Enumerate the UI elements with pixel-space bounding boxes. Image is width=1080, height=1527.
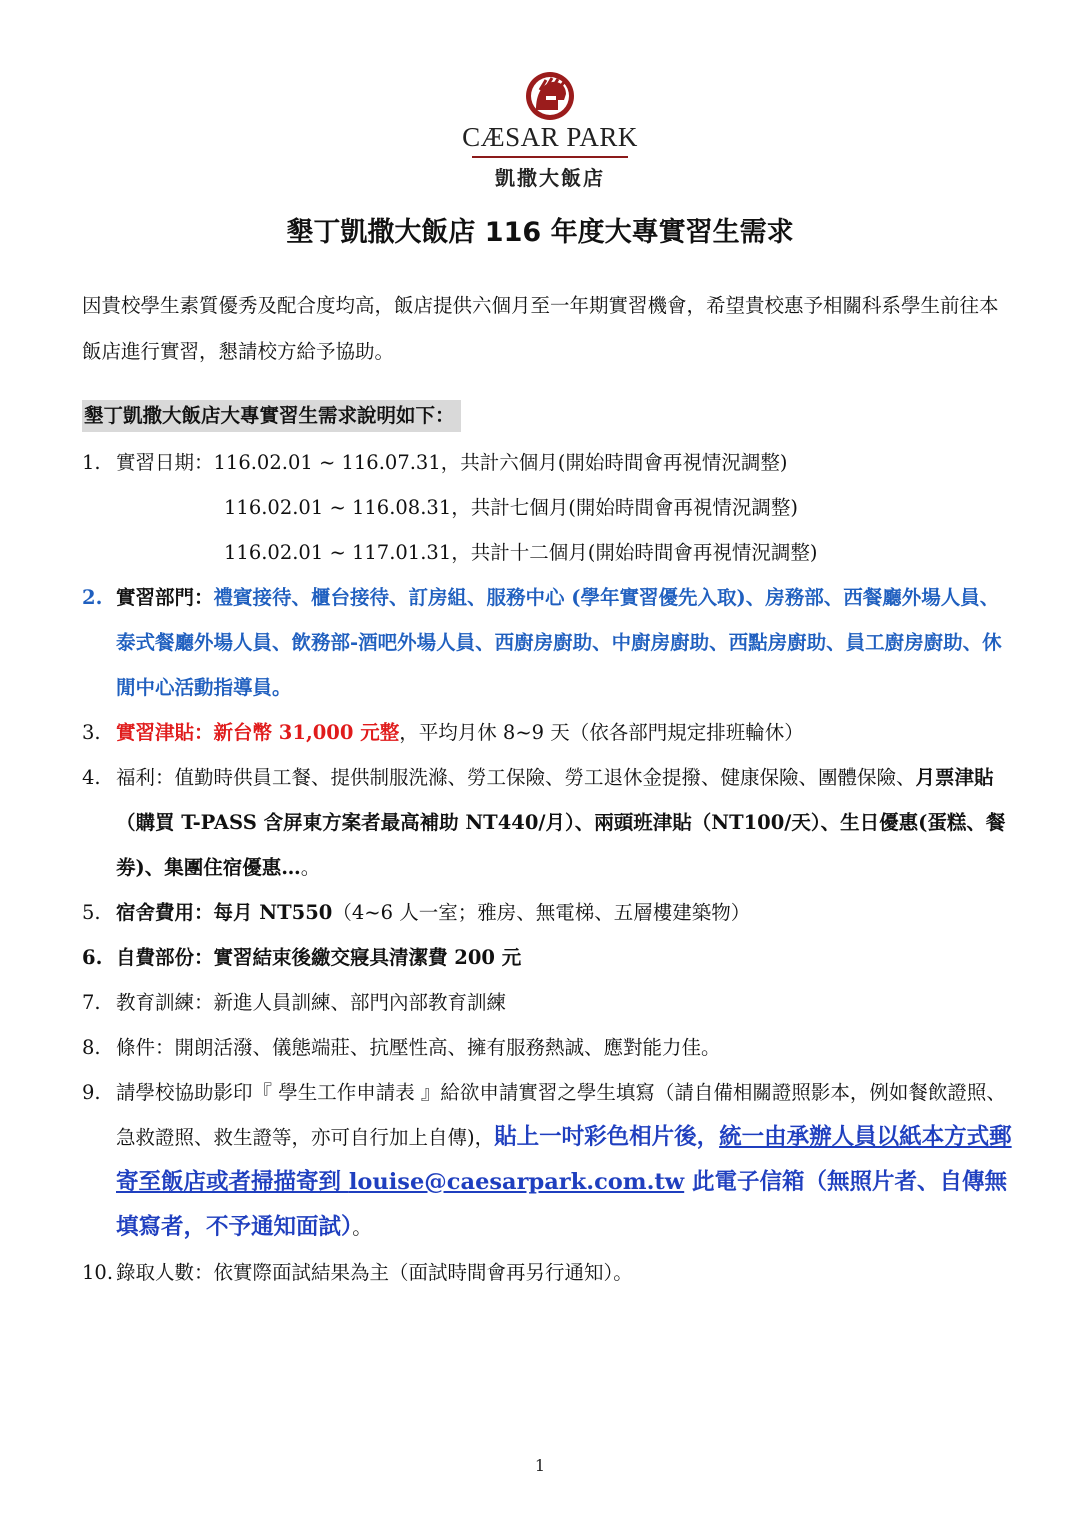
mail-instruction: 統一由承辦人員以紙本方式郵寄至飯店或者掃描寄到 — [116, 1124, 1012, 1195]
photo-instruction: 貼上一吋彩色相片後， — [494, 1124, 720, 1150]
date-range-1: 116.02.01 ~ 116.07.31，共計六個月(開始時間會再視情況調整) — [213, 451, 788, 474]
list-item-dates — [82, 440, 1017, 575]
item-number: 5. — [82, 901, 101, 924]
logo-divider — [472, 156, 628, 158]
item-number: 8. — [82, 1036, 101, 1059]
logo-name-en: CÆSAR PARK — [462, 122, 638, 152]
benefits-end: 。 — [300, 856, 321, 879]
list-item-application — [82, 1070, 1017, 1250]
departments-text: 禮賓接待、櫃台接待、訂房組、服務中心 (學年實習優先入取)、房務部、西餐廳外場人員、泰式餐廳外場人員、飲務部-酒吧外場人員、西廚房廚助、中廚房廚助、西點房廚助、員工廚房廚助、休閒中心活動指導員。 — [116, 586, 1002, 699]
conditions-text: 條件：開朗活潑、儀態端莊、抗壓性高、擁有服務熱誠、應對能力佳。 — [116, 1036, 721, 1059]
item-number: 3. — [82, 721, 101, 744]
dorm-rest: （4~6 人一室；雅房、無電梯、五層樓建築物） — [332, 901, 751, 924]
item-number: 2. — [82, 586, 103, 609]
caesar-helmet-icon — [460, 70, 640, 124]
headcount-text: 錄取人數：依實際面試結果為主（面試時間會再另行通知）。 — [116, 1261, 633, 1284]
document-title: 墾丁凱撒大飯店 116 年度大專實習生需求 — [286, 217, 794, 248]
item-number: 7. — [82, 991, 101, 1014]
list-item-headcount — [82, 1250, 1017, 1295]
email-link[interactable]: louise@caesarpark.com.tw — [348, 1169, 685, 1195]
list-item-conditions — [82, 1025, 1017, 1070]
item-number: 10. — [82, 1261, 114, 1284]
dorm-label: 宿舍費用：每月 NT550 — [116, 901, 333, 924]
selfpay-text: 自費部份：實習結束後繳交寢具清潔費 200 元 — [116, 946, 522, 969]
date-range-3: 116.02.01 ~ 117.01.31，共計十二個月(開始時間會再視情況調整) — [224, 541, 818, 564]
item-number: 6. — [82, 946, 103, 969]
logo-name-zh: 凱撒大飯店 — [495, 166, 605, 190]
item-label: 實習日期： — [116, 451, 214, 474]
intro-paragraph: 因貴校學生素質優秀及配合度均高，飯店提供六個月至一年期實習機會，希望貴校惠予相關科系學生前往本飯店進行實習，懇請校方給予協助。 — [82, 294, 999, 363]
training-text: 教育訓練：新進人員訓練、部門內部教育訓練 — [116, 991, 507, 1014]
requirements-list — [82, 440, 1017, 1295]
item-number: 4. — [82, 766, 101, 789]
list-item-benefits — [82, 755, 1017, 890]
page-number: 1 — [534, 1456, 546, 1475]
list-item-selfpay — [82, 935, 1017, 980]
list-item-departments — [82, 575, 1017, 710]
item-label: 實習部門： — [116, 586, 214, 609]
application-end: 。 — [352, 1216, 372, 1239]
date-range-2: 116.02.01 ~ 116.08.31，共計七個月(開始時間會再視情況調整) — [224, 496, 798, 519]
item-label: 實習津貼： — [116, 721, 214, 744]
item-number: 1. — [82, 451, 101, 474]
list-item-allowance — [82, 710, 1017, 755]
allowance-rest: ，平均月休 8~9 天（依各部門規定排班輪休） — [399, 721, 804, 744]
list-item-training — [82, 980, 1017, 1025]
application-text: 請學校協助影印『 學生工作申請表 』給欲申請實習之學生填寫（請自備相關證照影本，例如餐飲證照、急救證照、救生證等，亦可自行加上自傳)， — [116, 1081, 1006, 1149]
allowance-amount: 新台幣 31,000 元整 — [213, 721, 400, 744]
benefits-bold: 月票津貼（購買 T-PASS 含屏東方案者最高補助 NT440/月）、兩頭班津貼（NT100/天）、生日優惠(蛋糕、餐劵)、集團住宿優惠… — [116, 766, 1006, 879]
section-heading: 墾丁凱撒大飯店大專實習生需求說明如下： — [82, 400, 461, 432]
item-number: 9. — [82, 1081, 101, 1104]
notice-text: 此電子信箱（無照片者、自傳無填寫者，不予通知面試） — [116, 1169, 1008, 1240]
list-item-dorm — [82, 890, 1017, 935]
company-logo — [460, 70, 640, 192]
benefits-text: 福利：值勤時供員工餐、提供制服洗滌、勞工保險、勞工退休金提撥、健康保險、團體保險、 — [116, 766, 916, 789]
